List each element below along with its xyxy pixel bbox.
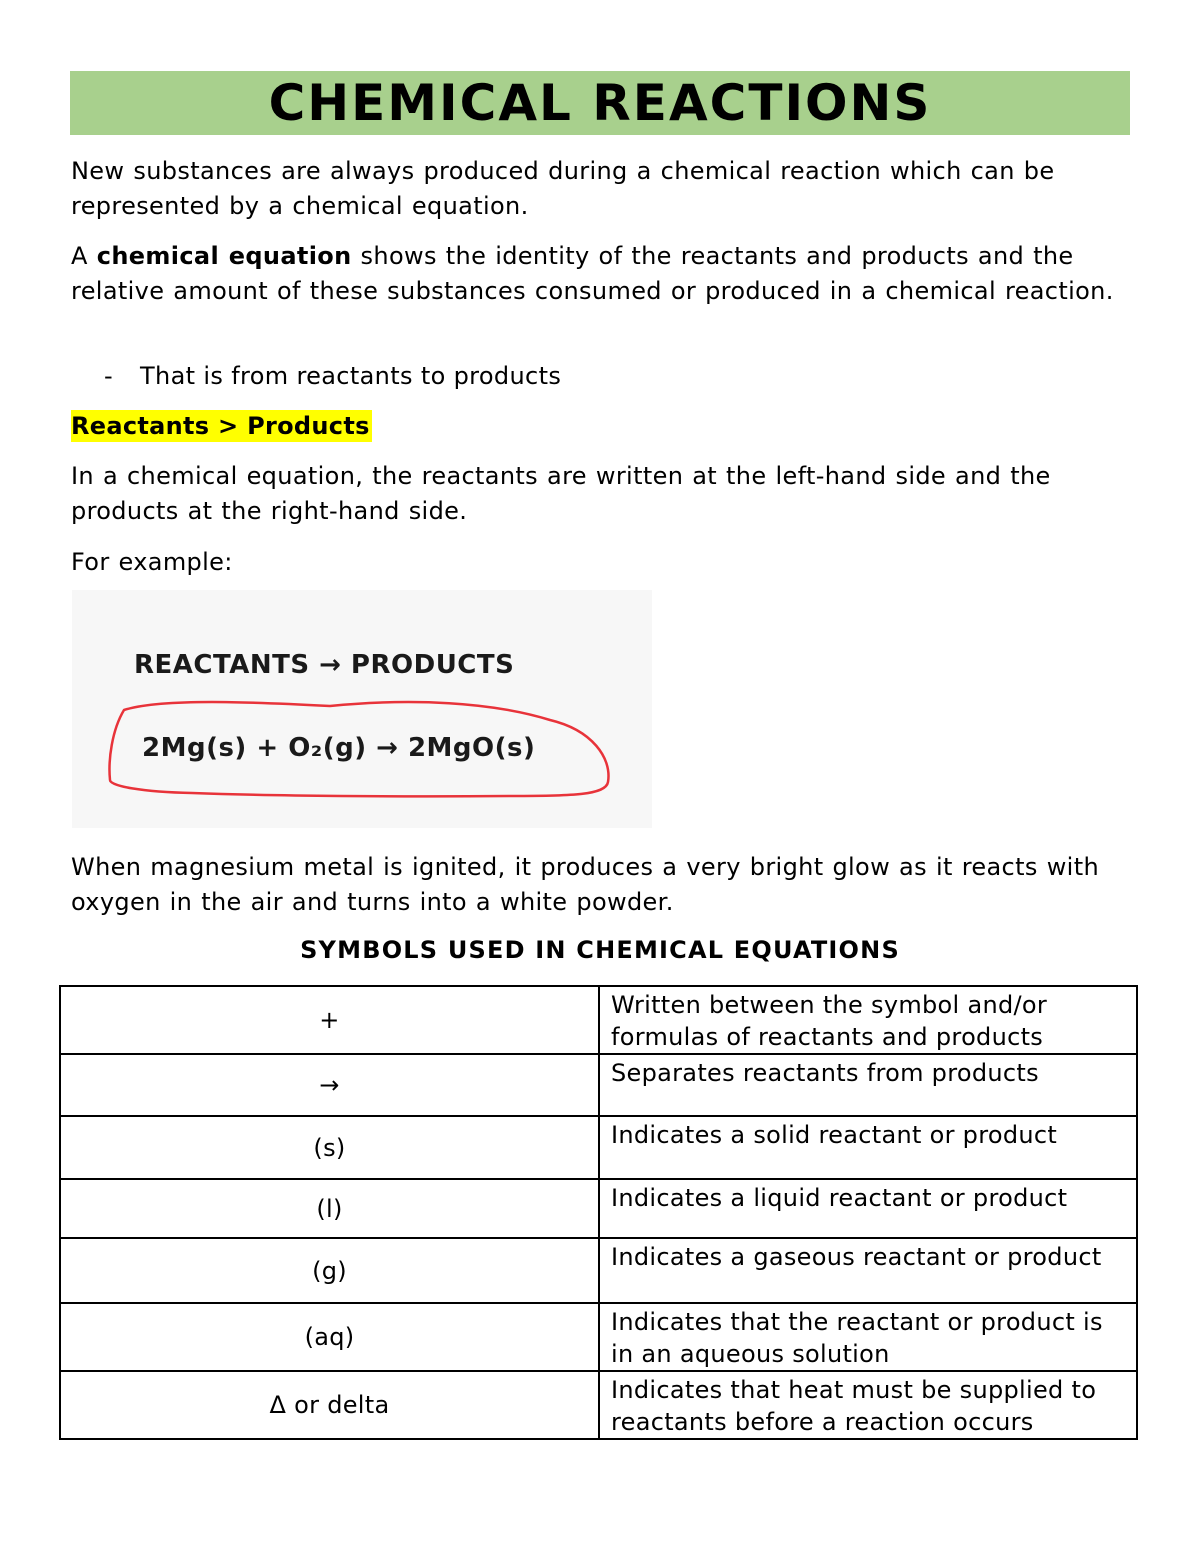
symbol-cell: (s) bbox=[60, 1116, 599, 1179]
intro-paragraph: New substances are always produced during a chemical reaction which can be represented by a chemical equation. bbox=[71, 157, 1055, 220]
symbols-table bbox=[59, 985, 1138, 1440]
table-heading: SYMBOLS USED IN CHEMICAL EQUATIONS bbox=[300, 936, 900, 964]
bullet-dash: - bbox=[104, 362, 114, 390]
table-row bbox=[60, 1116, 1137, 1179]
symbol-cell: (g) bbox=[60, 1238, 599, 1303]
reactants-products-highlight: Reactants > Products bbox=[71, 412, 370, 440]
description-cell: Indicates that heat must be supplied to reactants before a reaction occurs bbox=[599, 1371, 1137, 1439]
definition-term: chemical equation bbox=[96, 242, 352, 270]
symbol-cell: (l) bbox=[60, 1179, 599, 1238]
symbol-cell: → bbox=[60, 1054, 599, 1116]
description-cell: Indicates a gaseous reactant or product bbox=[599, 1238, 1137, 1303]
description-cell: Indicates that the reactant or product is in an aqueous solution bbox=[599, 1303, 1137, 1371]
table-row bbox=[60, 1054, 1137, 1116]
table-row bbox=[60, 1303, 1137, 1371]
figure-heading: REACTANTS → PRODUCTS bbox=[134, 650, 515, 680]
table-row bbox=[60, 986, 1137, 1054]
title-banner bbox=[70, 71, 1130, 135]
example-label: For example: bbox=[71, 548, 233, 576]
definition-rest: shows the identity of the reactants and products and the relative amount of these substances consumed or produced in a chemical reaction. bbox=[71, 242, 1114, 305]
definition-paragraph bbox=[71, 239, 1141, 308]
magnesium-paragraph: When magnesium metal is ignited, it produces a very bright glow as it reacts with oxygen in the air and turns into a white powder. bbox=[71, 853, 1100, 916]
page-title: CHEMICAL REACTIONS bbox=[268, 74, 932, 132]
symbol-cell: + bbox=[60, 986, 599, 1054]
equation-figure bbox=[72, 590, 652, 828]
description-cell: Indicates a solid reactant or product bbox=[599, 1116, 1137, 1179]
table-row bbox=[60, 1238, 1137, 1303]
symbol-cell: Δ or delta bbox=[60, 1371, 599, 1439]
symbol-cell: (aq) bbox=[60, 1303, 599, 1371]
hand-drawn-circle bbox=[72, 590, 652, 828]
figure-equation: 2Mg(s) + O₂(g) → 2MgO(s) bbox=[142, 733, 536, 763]
definition-lead: A bbox=[71, 242, 97, 270]
sides-paragraph: In a chemical equation, the reactants are written at the left-hand side and the products at the right-hand side. bbox=[71, 462, 1051, 525]
description-cell: Separates reactants from products bbox=[599, 1054, 1137, 1116]
table-row bbox=[60, 1179, 1137, 1238]
table-row bbox=[60, 1371, 1137, 1439]
bullet-text: That is from reactants to products bbox=[140, 362, 562, 390]
bullet-item bbox=[104, 359, 561, 393]
description-cell: Indicates a liquid reactant or product bbox=[599, 1179, 1137, 1238]
description-cell: Written between the symbol and/or formulas of reactants and products bbox=[599, 986, 1137, 1054]
